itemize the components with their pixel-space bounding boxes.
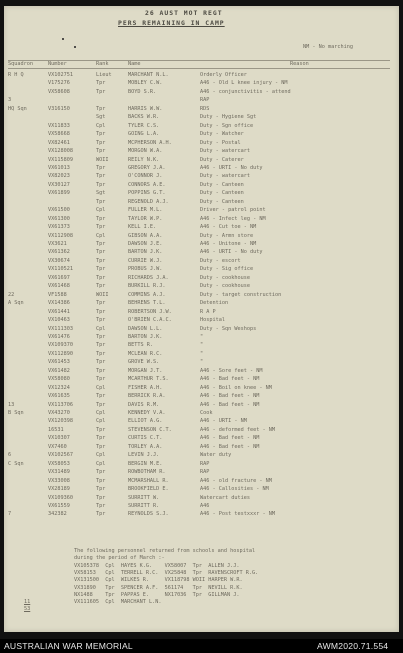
row-rank: Tpr bbox=[96, 241, 106, 247]
row-name: HARRIS W.W. bbox=[128, 105, 163, 112]
row-reason: " bbox=[200, 333, 204, 340]
row-number: VX61453 bbox=[48, 359, 70, 366]
row-rank: Tpr bbox=[96, 494, 106, 501]
row-name: FISHER A.H. bbox=[128, 384, 163, 391]
row-rank: Tpr bbox=[96, 198, 106, 205]
row-rank: Tpr bbox=[96, 215, 106, 222]
row-rank: Tpr bbox=[96, 502, 106, 509]
row-name: CURRIE W.J. bbox=[128, 257, 163, 264]
row-number: VX102751 bbox=[48, 72, 73, 78]
row-name: O'CONNOR J. bbox=[128, 173, 163, 180]
row-name: REGENOLD A.J. bbox=[128, 198, 169, 205]
row-rank: Tpr bbox=[96, 469, 106, 476]
row-rank: Tpr bbox=[96, 308, 106, 315]
row-number: V316150 bbox=[48, 105, 70, 112]
row-name: BARTON J.K. bbox=[128, 333, 163, 340]
row-number: VX113706 bbox=[48, 401, 73, 408]
row-reason: Duty - Sgn office bbox=[200, 122, 254, 129]
row-name: DAVIS R.M. bbox=[128, 401, 160, 408]
row-name: REILY N.K. bbox=[128, 156, 160, 163]
row-rank: Tpr bbox=[96, 173, 106, 180]
row-squadron: R H Q bbox=[8, 72, 24, 78]
row-name: SURRITT W. bbox=[128, 494, 160, 501]
row-rank: Tpr bbox=[96, 274, 106, 281]
row-rank: WOII bbox=[96, 291, 109, 298]
row-name: GROVE W.S. bbox=[128, 359, 160, 366]
row-number: VX61476 bbox=[48, 333, 70, 340]
row-rank: Tpr bbox=[96, 486, 106, 493]
row-name: MCARTHUR T.S. bbox=[128, 376, 169, 383]
row-reason: Duty - Canteen bbox=[200, 198, 244, 205]
row-reason: A46 - Bad feet - NM bbox=[200, 443, 260, 450]
row-squadron: 6 bbox=[8, 452, 12, 459]
row-number: VX61899 bbox=[48, 190, 70, 197]
row-rank: Tpr bbox=[96, 181, 106, 188]
row-reason: " bbox=[200, 342, 204, 349]
row-number: VX82461 bbox=[48, 139, 70, 146]
row-reason: Duty - Canteen bbox=[200, 190, 244, 197]
row-rank: Tpr bbox=[96, 426, 106, 433]
row-number: VX58053 bbox=[48, 460, 70, 467]
row-reason: A46 - Bad feet - NM bbox=[200, 435, 260, 442]
row-number: VX31489 bbox=[48, 469, 70, 476]
row-reason: A46 - old fracture - NM bbox=[200, 477, 272, 484]
row-number: VX33008 bbox=[48, 477, 70, 484]
row-squadron: 13 bbox=[8, 401, 15, 408]
row-rank: Sgt bbox=[96, 190, 106, 197]
row-rank: Tpr bbox=[96, 283, 106, 290]
row-reason: A46 - URTI - No duty bbox=[200, 249, 263, 256]
row-name: BROOKFIELD E. bbox=[128, 486, 169, 493]
row-number: VX61697 bbox=[48, 274, 70, 281]
row-rank: Tpr bbox=[96, 139, 106, 146]
row-number: VX111303 bbox=[48, 325, 73, 332]
row-number: VF1588 bbox=[48, 291, 67, 298]
row-reason: A46 - Callosities - NM bbox=[200, 486, 269, 493]
row-number: VX58080 bbox=[48, 376, 70, 383]
row-reason: Duty - Hygiene Sgt bbox=[200, 114, 257, 121]
row-reason: Duty - Sig office bbox=[200, 266, 254, 273]
row-number: VX11833 bbox=[48, 122, 70, 129]
row-reason: Duty - cookhouse bbox=[200, 283, 250, 290]
row-reason: R A P bbox=[200, 308, 216, 315]
row-name: MORGON W.A. bbox=[128, 148, 163, 155]
column-header-name: Name bbox=[128, 61, 141, 67]
count-returned: 11 bbox=[24, 599, 31, 605]
row-reason: A46 - deformed feet - NM bbox=[200, 426, 275, 433]
column-header-reason: Reason bbox=[290, 61, 309, 67]
count-total: 53 bbox=[24, 606, 31, 612]
row-rank: Tpr bbox=[96, 148, 106, 155]
row-reason: RAP bbox=[200, 469, 210, 476]
row-rank: Tpr bbox=[96, 435, 106, 442]
row-number: VX82023 bbox=[48, 173, 70, 180]
row-rank: Tpr bbox=[96, 131, 106, 138]
row-name: BETTS R. bbox=[128, 342, 153, 349]
footer-reference: AWM2020.71.554 bbox=[317, 641, 389, 651]
row-reason: Duty - Watcher bbox=[200, 131, 244, 138]
row-name: LEVIN J.J. bbox=[128, 452, 160, 459]
row-name: BACKS W.R. bbox=[128, 114, 160, 121]
row-number: VX109360 bbox=[48, 494, 73, 501]
row-reason: Hospital bbox=[200, 317, 225, 324]
unit-heading: 26 AUST MOT REGT bbox=[145, 9, 223, 17]
row-rank: Cpl bbox=[96, 452, 106, 459]
row-name: PROBUS J.W. bbox=[128, 266, 163, 273]
returned-entry: VX131500 Cpl WILKES R. VX118798 WOII HARPER W.R. bbox=[74, 577, 243, 584]
row-rank: Tpr bbox=[96, 333, 106, 340]
row-name: KELL I.E. bbox=[128, 224, 157, 231]
row-number: VX10463 bbox=[48, 317, 70, 324]
row-name: DAWSON L.L. bbox=[128, 325, 163, 332]
returned-intro-line-1: The following personnel returned from schools and hospital bbox=[74, 548, 256, 554]
row-number: VX61300 bbox=[48, 215, 70, 222]
row-name: GIBSON A.A. bbox=[128, 232, 163, 239]
row-name: GOING L.A. bbox=[128, 131, 160, 138]
row-number: VX58668 bbox=[48, 131, 70, 138]
row-reason: A46 - Post testxxxr - NM bbox=[200, 511, 275, 518]
footer-source: AUSTRALIAN WAR MEMORIAL bbox=[4, 641, 133, 651]
row-number: 16531 bbox=[48, 426, 64, 433]
row-name: DAWSON J.E. bbox=[128, 241, 163, 247]
row-name: BEHRENS T.L. bbox=[128, 300, 166, 307]
row-rank: Cpl bbox=[96, 207, 106, 214]
row-reason: Detention bbox=[200, 300, 229, 307]
returned-intro-line-2: during the period of March :- bbox=[74, 555, 165, 561]
row-name: MCLEAN R.C. bbox=[128, 350, 163, 357]
row-number: VX61013 bbox=[48, 164, 70, 171]
row-reason: A46 - Cut toe - NM bbox=[200, 224, 257, 231]
row-name: BERRICK R.A. bbox=[128, 393, 166, 400]
column-header-rank: Rank bbox=[96, 61, 109, 67]
row-name: TAYLOR W.P. bbox=[128, 215, 163, 222]
row-reason: A46 - Unitone - NM bbox=[200, 241, 257, 247]
returned-entry: VX105378 Cpl HAYES K.G. VX58007 Tpr ALLEN J.J. bbox=[74, 563, 240, 569]
row-rank: Tpr bbox=[96, 367, 106, 374]
row-number: VX14386 bbox=[48, 300, 70, 307]
row-rank: Tpr bbox=[96, 477, 106, 484]
row-number: VX30127 bbox=[48, 181, 70, 188]
row-reason: RDS bbox=[200, 105, 210, 112]
row-name: POPPINS G.T. bbox=[128, 190, 166, 197]
row-name: BURKILL R.J. bbox=[128, 283, 166, 290]
marching-note: NM - No marching bbox=[303, 44, 353, 50]
row-number: 342382 bbox=[48, 511, 67, 518]
row-number: VX128008 bbox=[48, 148, 73, 155]
returned-entry: VX31890 Tpr SPENCER A.F. 561174 Tpr NEVILL R.K. bbox=[74, 584, 243, 591]
footer-bar bbox=[0, 639, 403, 653]
row-name: MCPHERSON A.H. bbox=[128, 139, 172, 146]
row-rank: Tpr bbox=[96, 266, 106, 273]
row-reason: A46 - URTI - No duty bbox=[200, 164, 263, 171]
row-reason: A46 - Bad feet - NM bbox=[200, 401, 260, 408]
row-name: ROWBOTHAM R. bbox=[128, 469, 166, 476]
row-reason: Driver - patrol point bbox=[200, 207, 266, 214]
row-rank: Tpr bbox=[96, 257, 106, 264]
row-rank: Cpl bbox=[96, 410, 106, 416]
row-number: VX112908 bbox=[48, 232, 73, 239]
row-rank: Tpr bbox=[96, 224, 106, 231]
row-rank: Tpr bbox=[96, 300, 106, 307]
column-header-number: Number bbox=[48, 61, 67, 67]
row-rank: Lieut bbox=[96, 72, 112, 78]
row-name: BERGIN M.E. bbox=[128, 460, 163, 467]
row-reason: Duty - escort bbox=[200, 257, 241, 264]
row-rank: Tpr bbox=[96, 317, 106, 324]
row-reason: A46 - Bad feet - NM bbox=[200, 393, 260, 400]
row-reason: RAP bbox=[200, 97, 210, 104]
row-rank: Cpl bbox=[96, 122, 106, 129]
row-reason: A46 - conjunctivitis - attend bbox=[200, 88, 291, 95]
header-bottom-rule bbox=[8, 68, 390, 69]
row-name: MORGAN J.T. bbox=[128, 367, 163, 374]
row-rank: Cpl bbox=[96, 384, 106, 391]
row-name: TYLER C.S. bbox=[128, 122, 160, 129]
row-name: GREGORY J.A. bbox=[128, 164, 166, 171]
row-reason: A46 - URTI - NM bbox=[200, 418, 247, 425]
row-number: VX3621 bbox=[48, 241, 67, 247]
row-reason: A46 - Bad feet - NM bbox=[200, 376, 260, 383]
row-reason: Water duty bbox=[200, 452, 232, 459]
row-reason: RAP bbox=[200, 460, 210, 467]
row-rank: Cpl bbox=[96, 460, 106, 467]
row-number: VX61468 bbox=[48, 283, 70, 290]
row-reason: A46 - Infect leg - NM bbox=[200, 215, 266, 222]
row-rank: Tpr bbox=[96, 105, 106, 112]
row-rank: Tpr bbox=[96, 342, 106, 349]
row-reason: A46 - Sore feet - NM bbox=[200, 367, 263, 374]
row-squadron: 3 bbox=[8, 97, 12, 104]
row-rank: Tpr bbox=[96, 393, 106, 400]
row-name: MCMARSHALL R. bbox=[128, 477, 169, 484]
row-name: COMMINS A.J. bbox=[128, 291, 166, 298]
row-number: VX12324 bbox=[48, 384, 70, 391]
row-number: VX61441 bbox=[48, 308, 70, 315]
row-squadron: C Sqn bbox=[8, 460, 24, 467]
row-reason: Duty - Sqn Weshops bbox=[200, 325, 257, 332]
row-number: VX28189 bbox=[48, 486, 70, 493]
row-rank: Cpl bbox=[96, 418, 106, 425]
row-reason: Orderly Officer bbox=[200, 72, 247, 78]
row-name: MOBLEY C.W. bbox=[128, 80, 163, 87]
row-squadron: 7 bbox=[8, 511, 12, 518]
row-squadron: B Sqn bbox=[8, 410, 24, 416]
row-rank: Tpr bbox=[96, 80, 106, 87]
row-rank: Tpr bbox=[96, 376, 106, 383]
row-name: BARTON J.K. bbox=[128, 249, 163, 256]
row-rank: Tpr bbox=[96, 511, 106, 518]
row-squadron: A Sqn bbox=[8, 300, 24, 307]
row-number: VX115809 bbox=[48, 156, 73, 163]
row-reason: Duty - cookhouse bbox=[200, 274, 250, 281]
row-reason: " bbox=[200, 359, 204, 366]
row-rank: Cpl bbox=[96, 232, 106, 239]
ink-mark bbox=[62, 38, 64, 40]
row-rank: WOII bbox=[96, 156, 109, 163]
row-number: VX112890 bbox=[48, 350, 73, 357]
row-reason: A46 - Boil on knee - NM bbox=[200, 384, 272, 391]
row-reason: " bbox=[200, 350, 204, 357]
row-rank: Tpr bbox=[96, 164, 106, 171]
row-number: VX109370 bbox=[48, 342, 73, 349]
row-number: VX102567 bbox=[48, 452, 73, 459]
row-name: CONNORS A.E. bbox=[128, 181, 166, 188]
row-rank: Tpr bbox=[96, 401, 106, 408]
row-reason: Duty - watercart bbox=[200, 173, 250, 180]
row-reason: Cook bbox=[200, 410, 213, 416]
row-reason: Duty - Canteen bbox=[200, 181, 244, 188]
row-name: ROBERTSON J.W. bbox=[128, 308, 172, 315]
row-number: VX61362 bbox=[48, 249, 70, 256]
row-name: KENNEDY V.A. bbox=[128, 410, 166, 416]
row-number: VX7460 bbox=[48, 443, 67, 450]
row-number: VX120398 bbox=[48, 418, 73, 425]
row-number: VX61500 bbox=[48, 207, 70, 214]
row-name: STEVENSON C.T. bbox=[128, 426, 172, 433]
row-number: VX110521 bbox=[48, 266, 73, 273]
row-name: MARCHANT N.L. bbox=[128, 72, 169, 78]
document-title: PERS REMAINING IN CAMP bbox=[118, 19, 225, 27]
row-name: RICHARDS J.A. bbox=[128, 274, 169, 281]
row-reason: Duty - Caterer bbox=[200, 156, 244, 163]
row-number: VX61559 bbox=[48, 502, 70, 509]
row-number: VX43270 bbox=[48, 410, 70, 416]
row-rank: Cpl bbox=[96, 325, 106, 332]
row-name: FULLER M.L. bbox=[128, 207, 163, 214]
ink-mark bbox=[74, 46, 76, 48]
row-number: VX10307 bbox=[48, 435, 70, 442]
returned-entry: VX58153 Cpl TERRELL R.C. VX25848 Tpr RAVENSCROFT R.G. bbox=[74, 570, 259, 577]
row-reason: Duty - Armn store bbox=[200, 232, 254, 239]
row-reason: Duty - Postal bbox=[200, 139, 241, 146]
row-number: VX61373 bbox=[48, 224, 70, 231]
row-rank: Tpr bbox=[96, 350, 106, 357]
row-number: VX58608 bbox=[48, 88, 70, 95]
row-reason: Watercart duties bbox=[200, 494, 250, 501]
row-rank: Tpr bbox=[96, 359, 106, 366]
row-rank: Sgt bbox=[96, 114, 106, 121]
row-reason: Duty - watercart bbox=[200, 148, 250, 155]
row-squadron: 22 bbox=[8, 291, 15, 298]
row-number: VX61635 bbox=[48, 393, 70, 400]
row-reason: A46 bbox=[200, 502, 210, 509]
returned-entry: NX1488 Tpr PAPPAS E. NX17036 Tpr GILLMAN J. bbox=[74, 591, 240, 598]
row-number: VX61482 bbox=[48, 367, 70, 374]
row-name: REYNOLDS S.J. bbox=[128, 511, 169, 518]
row-reason: A46 - Old L knee injury - NM bbox=[200, 80, 288, 87]
row-rank: Tpr bbox=[96, 443, 106, 450]
row-name: ELLIOT A.G. bbox=[128, 418, 163, 425]
returned-last-entry: VX111605 Cpl MARCHANT L.N. bbox=[74, 599, 162, 605]
row-rank: Tpr bbox=[96, 249, 106, 256]
row-name: BOYD S.R. bbox=[128, 88, 157, 95]
row-number: V175276 bbox=[48, 80, 70, 87]
row-reason: Duty - target construction bbox=[200, 291, 282, 298]
row-name: CURTIS C.T. bbox=[128, 435, 163, 442]
column-header-squadron: Squadron bbox=[8, 61, 33, 67]
row-number: VX30674 bbox=[48, 257, 70, 264]
row-name: O'BRIEN C.A.C. bbox=[128, 317, 172, 324]
row-name: SURRITT R. bbox=[128, 502, 160, 509]
row-name: TORLEY A.A. bbox=[128, 443, 163, 450]
row-squadron: HQ Sqn bbox=[8, 105, 27, 112]
row-rank: Tpr bbox=[96, 88, 106, 95]
